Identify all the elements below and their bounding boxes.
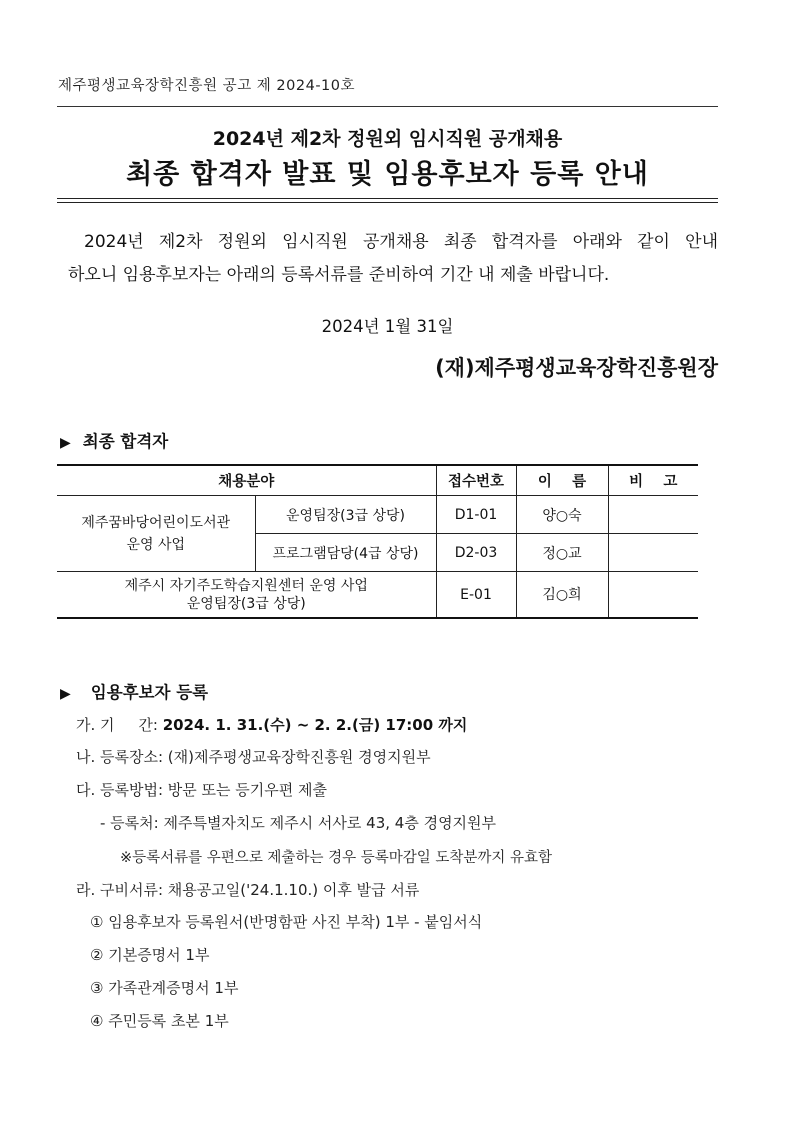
table-cell-name: 양○숙 bbox=[516, 496, 608, 534]
section-registration-heading bbox=[60, 679, 208, 703]
table-cell-field: 운영팀장(3급 상당) bbox=[255, 496, 436, 534]
notice-number: 제주평생교육장학진흥원 공고 제 2024-10호 bbox=[58, 78, 356, 94]
table-cell-field: 프로그램담당(4급 상당) bbox=[255, 534, 436, 572]
table-header-row bbox=[57, 465, 698, 496]
document-item: ① 임용후보자 등록원서(반명함판 사진 부착) 1부 - 붙임서식 bbox=[90, 913, 483, 931]
table-header: 채용분야 bbox=[57, 465, 436, 496]
table-cell-name: 김○희 bbox=[516, 572, 608, 619]
intro-paragraph bbox=[68, 226, 718, 292]
place-item: 나. 등록장소: (재)제주평생교육장학진흥원 경영지원부 bbox=[76, 748, 431, 766]
table-cell-name: 정○교 bbox=[516, 534, 608, 572]
document-item: ④ 주민등록 초본 1부 bbox=[90, 1012, 229, 1030]
table-row bbox=[57, 572, 698, 619]
triangle-right-icon: ▶ bbox=[60, 686, 71, 702]
header-divider bbox=[57, 106, 718, 107]
document-item: ③ 가족관계증명서 1부 bbox=[90, 979, 239, 997]
table-cell-group: 제주꿈바당어린이도서관 운영 사업 bbox=[57, 496, 255, 572]
address-item: - 등록처: 제주특별자치도 제주시 서사로 43, 4층 경영지원부 bbox=[100, 814, 497, 832]
triangle-right-icon: ▶ bbox=[60, 435, 71, 451]
validity-note: ※등록서류를 우편으로 제출하는 경우 등록마감일 도착분까지 유효함 bbox=[120, 850, 552, 866]
table-row bbox=[57, 496, 698, 534]
table-header: 접수번호 bbox=[436, 465, 516, 496]
table-cell-note bbox=[608, 534, 698, 572]
intro-line-2: 하오니 임용후보자는 아래의 등록서류를 준비하여 기간 내 제출 바랍니다. bbox=[68, 265, 610, 285]
title-double-divider bbox=[57, 198, 718, 203]
table-header: 이 름 bbox=[516, 465, 608, 496]
section-title: 임용후보자 등록 bbox=[90, 683, 209, 702]
final-passers-table bbox=[57, 464, 698, 619]
table-cell-field: 제주시 자기주도학습지원센터 운영 사업 운영팀장(3급 상당) bbox=[57, 572, 436, 619]
table-cell-no: E-01 bbox=[436, 572, 516, 619]
issuing-organization: (재)제주평생교육장학진흥원장 bbox=[435, 356, 718, 380]
period-value: 2024. 1. 31.(수) ~ 2. 2.(금) 17:00 까지 bbox=[162, 716, 468, 734]
table-cell-note bbox=[608, 496, 698, 534]
document-title: 2024년 제2차 정원외 임시직원 공개채용 bbox=[212, 128, 563, 150]
table-header: 비 고 bbox=[608, 465, 698, 496]
method-item: 다. 등록방법: 방문 또는 등기우편 제출 bbox=[76, 781, 328, 799]
document-subtitle: 최종 합격자 발표 및 임용후보자 등록 안내 bbox=[126, 159, 649, 190]
table-cell-note bbox=[608, 572, 698, 619]
document-item: ② 기본증명서 1부 bbox=[90, 946, 210, 964]
notice-date: 2024년 1월 31일 bbox=[321, 317, 454, 336]
period-item bbox=[76, 714, 467, 735]
period-label: 가. 기 간: bbox=[76, 716, 158, 734]
section-title: 최종 합격자 bbox=[82, 432, 169, 451]
table-cell-no: D1-01 bbox=[436, 496, 516, 534]
documents-label: 라. 구비서류: 채용공고일('24.1.10.) 이후 발급 서류 bbox=[76, 881, 420, 899]
table-cell-no: D2-03 bbox=[436, 534, 516, 572]
intro-line-1: 2024년 제2차 정원외 임시직원 공개채용 최종 합격자를 아래와 같이 안내 bbox=[84, 232, 718, 252]
section-final-passers-heading bbox=[60, 428, 168, 452]
